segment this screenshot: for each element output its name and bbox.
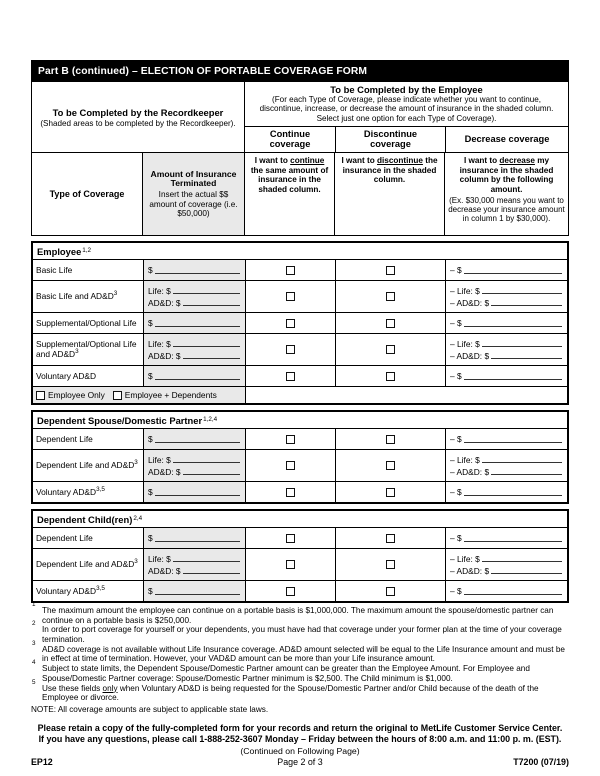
- amount-input-line[interactable]: [155, 488, 240, 496]
- form-code-left: EP12: [31, 757, 53, 768]
- discontinue-checkbox[interactable]: [386, 488, 395, 497]
- discontinue-cell: [335, 581, 445, 601]
- amount-terminated-cell: $: [143, 366, 245, 386]
- continue-cell: [245, 581, 335, 601]
- discontinue-cell: [335, 281, 445, 312]
- continue-checkbox[interactable]: [286, 435, 295, 444]
- amount-terminated-cell: Life: $ AD&D: $: [143, 281, 245, 312]
- discontinue-cell: [335, 528, 445, 548]
- discontinue-description: I want to discontinue the insurance in the shaded column.: [334, 153, 444, 235]
- decrease-cell: – $: [445, 482, 567, 502]
- decrease-cell: – $: [445, 528, 567, 548]
- continue-cell: [245, 429, 335, 449]
- coverage-label: Dependent Life: [36, 532, 93, 543]
- recordkeeper-header-cell: [32, 82, 245, 152]
- footnote-ref: 3: [134, 459, 138, 467]
- table-row: [33, 527, 567, 548]
- amount-input-line[interactable]: [155, 534, 240, 542]
- discontinue-cell: [335, 429, 445, 449]
- footnote-ref: 3,5: [96, 584, 105, 592]
- decrease-input-line[interactable]: [491, 467, 562, 475]
- continue-cell: [245, 334, 335, 365]
- footnote-1: 1 The maximum amount the employee can continue on a portable basis is $1,000,000. The maximum amount the spouse/domestic partner can continue on a portable basis is $250,000.: [32, 601, 554, 625]
- discontinue-checkbox[interactable]: [386, 266, 395, 275]
- amount-input-line[interactable]: [155, 587, 240, 595]
- decrease-input-line[interactable]: [482, 554, 562, 562]
- section-employee: [31, 241, 569, 405]
- coverage-label: Dependent Life and $AD\&D^3$: [36, 459, 138, 470]
- amount-input-line[interactable]: [183, 298, 240, 306]
- discontinue-checkbox[interactable]: [386, 435, 395, 444]
- employee-only-checkbox[interactable]: [36, 391, 45, 400]
- discontinue-cell: [335, 549, 445, 580]
- continue-checkbox[interactable]: [286, 292, 295, 301]
- continue-cell: [245, 528, 335, 548]
- footnote-ref: 3: [75, 347, 79, 355]
- table-row: [33, 449, 567, 481]
- section-children: [31, 509, 569, 603]
- decrease-cell: – Life: $ – AD&D: $: [445, 334, 567, 365]
- type-of-coverage-header: Type of Coverage: [49, 189, 125, 200]
- amount-input-line[interactable]: [155, 266, 240, 274]
- amount-input-line[interactable]: [155, 435, 240, 443]
- employee-header-cell: [245, 82, 568, 127]
- continue-cell: [245, 482, 335, 502]
- continue-checkbox[interactable]: [286, 560, 295, 569]
- page-number: Page 2 of 3: [277, 757, 323, 768]
- decrease-input-line[interactable]: [491, 351, 562, 359]
- decrease-cell: – $: [445, 366, 567, 386]
- discontinue-cell: [335, 334, 445, 365]
- amount-input-line[interactable]: [183, 467, 240, 475]
- decrease-input-line[interactable]: [464, 587, 562, 595]
- column-header-continue: Continue coverage: [269, 128, 311, 149]
- discontinue-cell: [335, 260, 445, 280]
- employee-plus-dependents-option: Employee + Dependents: [113, 390, 217, 400]
- discontinue-cell: [335, 366, 445, 386]
- continue-cell: [245, 450, 335, 481]
- footnote-4: 4 Subject to state limits, the Dependent Spouse/Domestic Partner amount can be greater than the Employee Amount. For Employee and Spouse/Domestic Partner coverage: Spouse/Domestic Partner minimum is $2,500. The Child minimum is $1,000.: [32, 659, 530, 683]
- state-laws-note: NOTE: All coverage amounts are subject to applicable state laws.: [31, 704, 269, 714]
- decrease-input-line[interactable]: [491, 566, 562, 574]
- notice-line-2: If you have any questions, please call 1-888-252-3607 Monday – Friday between the hours of 8:00 a.m. and 11:00 p. m. (EST).: [38, 733, 562, 744]
- amount-terminated-title: Amount of Insurance Terminated: [150, 168, 237, 189]
- form-title: Part B (continued) – ELECTION OF PORTABLE COVERAGE FORM: [38, 65, 368, 77]
- decrease-description: I want to decrease my insurance in the shaded column by the following amount. (Ex. $30,000 means you want to decrease your insurance amount in column 1 by $30,000).: [444, 153, 568, 235]
- decrease-cell: – $: [445, 313, 567, 333]
- decrease-input-line[interactable]: [464, 372, 562, 380]
- page-footer: [31, 757, 569, 767]
- decrease-input-line[interactable]: [491, 298, 562, 306]
- amount-terminated-subtitle: Insert the actual $$ amount of coverage (i.e. $50,000): [149, 190, 238, 219]
- coverage-label: Dependent Life: [36, 433, 93, 444]
- recordkeeper-title: To be Completed by the Recordkeeper: [52, 106, 224, 118]
- continue-cell: [245, 549, 335, 580]
- section-employee-title: Employee 1,2: [37, 245, 92, 257]
- table-row: [33, 365, 567, 386]
- decrease-cell: – Life: $ – AD&D: $: [445, 281, 567, 312]
- vadd-options: [33, 387, 246, 403]
- decrease-cell: – $: [445, 581, 567, 601]
- discontinue-checkbox[interactable]: [386, 292, 395, 301]
- table-row: [33, 580, 567, 601]
- continue-checkbox[interactable]: [286, 587, 295, 596]
- decrease-input-line[interactable]: [482, 339, 562, 347]
- header-table: [31, 82, 569, 236]
- continue-cell: [245, 260, 335, 280]
- amount-terminated-cell: $: [143, 528, 245, 548]
- decrease-input-line[interactable]: [464, 319, 562, 327]
- amount-input-line[interactable]: [173, 339, 240, 347]
- discontinue-checkbox[interactable]: [386, 560, 395, 569]
- amount-terminated-cell: Life: $ AD&D: $: [143, 549, 245, 580]
- coverage-label: Supplemental/Optional Life and $AD\&D^3$: [36, 339, 137, 359]
- amount-terminated-cell: $: [143, 313, 245, 333]
- discontinue-checkbox[interactable]: [386, 372, 395, 381]
- decrease-cell: – Life: $ – AD&D: $: [445, 450, 567, 481]
- employee-subtitle: (For each Type of Coverage, please indicate whether you want to continue, discontinue, increase, or decrease the amount of insurance in the shaded column. Select just one option for each Type of Coverage).: [259, 95, 554, 123]
- continue-checkbox[interactable]: [286, 534, 295, 543]
- employee-only-option: Employee Only: [36, 390, 105, 400]
- retain-copy-notice: [31, 723, 569, 745]
- table-row: [33, 280, 567, 312]
- column-header-discontinue: Discontinue coverage: [335, 127, 445, 152]
- form-title-bar: [31, 60, 569, 82]
- amount-terminated-cell: $: [143, 581, 245, 601]
- empty-cell: [246, 387, 567, 403]
- discontinue-checkbox[interactable]: [386, 461, 395, 470]
- table-row: [33, 333, 567, 365]
- vadd-options-row: [33, 386, 567, 403]
- decrease-input-line[interactable]: [464, 534, 562, 542]
- footnote-ref: 3: [113, 290, 118, 298]
- footnote-5: 5 Use these fields only when Voluntary AD&D is being requested for the Spouse/Domestic Partner and/or Child because of the death of the Employee or divorce.: [32, 678, 539, 703]
- amount-terminated-cell: $: [143, 482, 245, 502]
- decrease-cell: – Life: $ – AD&D: $: [445, 549, 567, 580]
- amount-input-line[interactable]: [173, 455, 240, 463]
- employee-title: To be Completed by the Employee: [330, 84, 483, 95]
- table-row: [33, 259, 567, 280]
- continue-cell: [245, 366, 335, 386]
- discontinue-checkbox[interactable]: [386, 345, 395, 354]
- discontinue-checkbox[interactable]: [386, 534, 395, 543]
- amount-input-line[interactable]: [173, 554, 240, 562]
- amount-input-line[interactable]: [183, 566, 240, 574]
- coverage-label: Voluntary $AD\&D^{3,5}$: [36, 485, 105, 497]
- footnotes: [31, 601, 569, 714]
- column-header-decrease: Decrease coverage: [445, 127, 568, 152]
- coverage-label: Basic Life and $AD\&D^3$: [36, 290, 118, 301]
- table-row: [33, 428, 567, 449]
- footnote-ref: 3: [134, 558, 138, 566]
- discontinue-checkbox[interactable]: [386, 319, 395, 328]
- amount-input-line[interactable]: [173, 286, 240, 294]
- amount-terminated-cell: $: [143, 429, 245, 449]
- section-spouse-title: Dependent Spouse/Domestic Partner 1,2,4: [37, 414, 218, 426]
- continue-checkbox[interactable]: [286, 461, 295, 470]
- amount-input-line[interactable]: [155, 319, 240, 327]
- form-code-right: T7200 (07/19): [513, 757, 569, 768]
- decrease-input-line[interactable]: [464, 435, 562, 443]
- discontinue-checkbox[interactable]: [386, 587, 395, 596]
- discontinue-cell: [335, 313, 445, 333]
- amount-terminated-cell: Life: $ AD&D: $: [143, 450, 245, 481]
- section-children-title: Dependent Child(ren) 2,4: [37, 513, 143, 525]
- continue-cell: [245, 281, 335, 312]
- decrease-input-line[interactable]: [464, 266, 562, 274]
- employee-plus-dependents-checkbox[interactable]: [113, 391, 122, 400]
- notice-line-1: Please retain a copy of the fully-completed form for your records and return the original to MetLife Customer Service Center.: [37, 722, 563, 733]
- amount-input-line[interactable]: [155, 372, 240, 380]
- amount-terminated-header: [142, 153, 244, 235]
- decrease-example: (Ex. $30,000 means you want to decrease your insurance amount in column 1 by $30,000).: [448, 195, 565, 224]
- continue-checkbox[interactable]: [286, 266, 295, 275]
- section-spouse: [31, 410, 569, 504]
- discontinue-cell: [335, 482, 445, 502]
- continue-cell: [245, 313, 335, 333]
- footnote-3: 3 AD&D coverage is not available without Life Insurance coverage. AD&D amount selected will be equal to the Life Insurance amount and must be in effect at time of termination. However, your VAD&D amount can be more than your Life insurance amount.: [32, 639, 565, 664]
- continue-checkbox[interactable]: [286, 488, 295, 497]
- continued-on-following-page: (Continued on Following Page): [240, 746, 360, 757]
- footnote-ref: 3,5: [96, 485, 105, 493]
- decrease-input-line[interactable]: [482, 286, 562, 294]
- decrease-input-line[interactable]: [482, 455, 562, 463]
- decrease-cell: – $: [445, 429, 567, 449]
- coverage-label: Voluntary AD&D: [36, 370, 97, 381]
- continue-checkbox[interactable]: [286, 319, 295, 328]
- amount-input-line[interactable]: [183, 351, 240, 359]
- coverage-label: Dependent Life and $AD\&D^3$: [36, 558, 138, 569]
- table-row: [33, 481, 567, 502]
- continue-checkbox[interactable]: [286, 372, 295, 381]
- footnote-2: 2 In order to port coverage for yourself or your dependents, you must have had that coverage under your former plan at the time of your coverage termination.: [32, 620, 562, 645]
- amount-terminated-cell: Life: $ AD&D: $: [143, 334, 245, 365]
- table-row: [33, 312, 567, 333]
- continue-checkbox[interactable]: [286, 345, 295, 354]
- decrease-cell: – $: [445, 260, 567, 280]
- coverage-label: Basic Life: [36, 264, 73, 275]
- table-row: [33, 548, 567, 580]
- amount-terminated-cell: $: [143, 260, 245, 280]
- recordkeeper-subtitle: (Shaded areas to be completed by the Recordkeeper).: [40, 118, 236, 128]
- coverage-label: Voluntary $AD\&D^{3,5}$: [36, 584, 105, 596]
- decrease-input-line[interactable]: [464, 488, 562, 496]
- coverage-label: Supplemental/Optional Life: [36, 317, 137, 328]
- continue-description: I want to continue the same amount of insurance in the shaded column.: [244, 153, 334, 235]
- discontinue-cell: [335, 450, 445, 481]
